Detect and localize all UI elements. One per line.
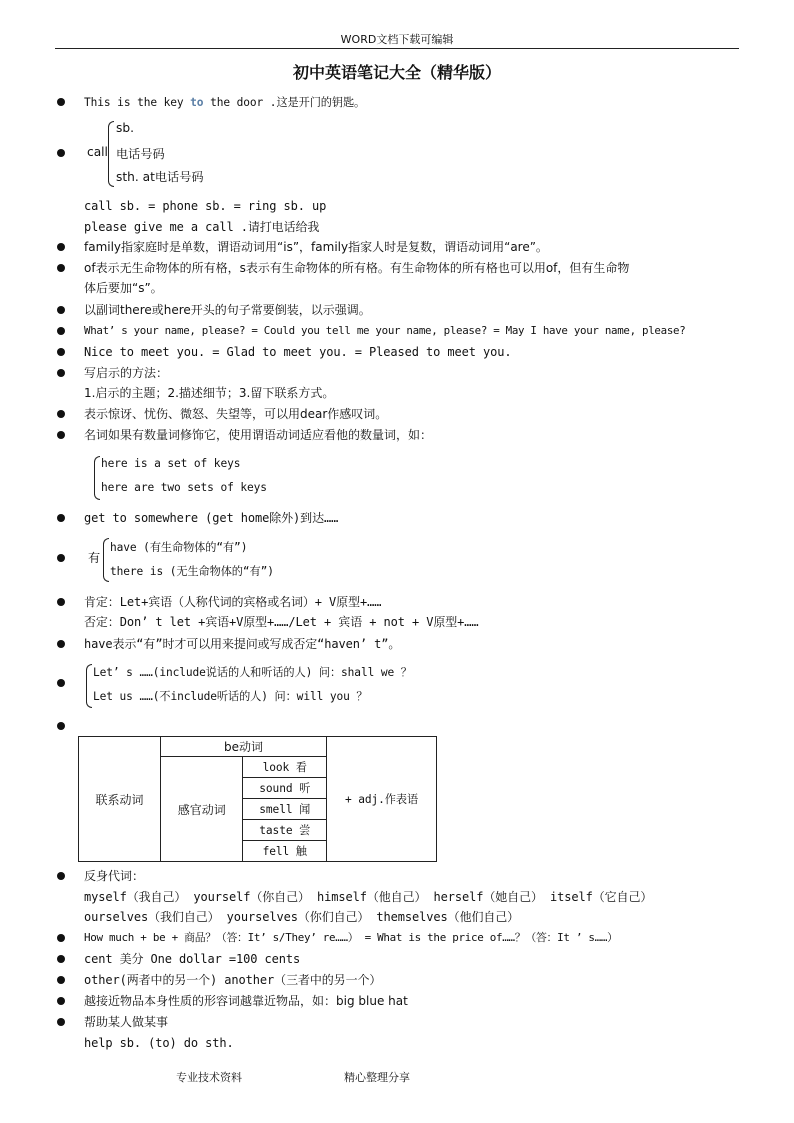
list-item-cont: 否定：Don’ t let +宾语+V原型+……/Let + 宾语 + not + V原型+…… bbox=[84, 615, 479, 629]
keys-example: here are two sets of keys bbox=[101, 481, 267, 494]
call-option: sth. at电话号码 bbox=[116, 170, 204, 184]
have-option: there is (无生命物体的“有”) bbox=[110, 565, 274, 578]
highlight-word: to bbox=[190, 96, 204, 109]
bullet bbox=[57, 640, 65, 648]
table-cell-verb: smell 闻 bbox=[243, 799, 327, 820]
table-cell-sense-verb: 感官动词 bbox=[161, 757, 243, 862]
list-item: What’ s your name, please? = Could you tell me your name, please? = May I have your name, please? bbox=[84, 324, 686, 337]
page-title: 初中英语笔记大全（精华版） bbox=[292, 63, 501, 82]
brace bbox=[86, 664, 92, 708]
call-option: sb. bbox=[116, 121, 134, 135]
list-item: of表示无生命物体的所有格，s表示有生命物体的所有格。有生命物体的所有格也可以用of，但有生命物 bbox=[84, 261, 630, 275]
bullet bbox=[57, 1018, 65, 1026]
have-option: have (有生命物体的“有”) bbox=[110, 541, 248, 554]
table-cell-verb: taste 尝 bbox=[243, 820, 327, 841]
list-item: get to somewhere (get home除外)到达…… bbox=[84, 511, 339, 525]
item-text: the door .这是开门的钥匙。 bbox=[203, 96, 366, 109]
table-cell-result: + adj.作表语 bbox=[327, 737, 437, 862]
brace bbox=[94, 456, 100, 500]
lets-option: Let’ s ……(include说话的人和听话的人) 问：shall we ？ bbox=[93, 666, 412, 679]
list-item bbox=[84, 93, 365, 112]
bullet bbox=[57, 98, 65, 106]
bullet bbox=[57, 410, 65, 418]
bullet bbox=[57, 149, 65, 157]
list-item: 写启示的方法： bbox=[84, 366, 169, 380]
list-item: 表示惊讶、忧伤、微怒、失望等，可以用dear作感叹词。 bbox=[84, 407, 388, 421]
table-cell-verb: look 看 bbox=[243, 757, 327, 778]
list-item: family指家庭时是单数，谓语动词用“is”，family指家人时是复数，谓语动词用“are”。 bbox=[84, 240, 548, 254]
list-item: have表示“有”时才可以用来提问或写成否定“haven’ t”。 bbox=[84, 637, 401, 651]
list-item: How much + be + 商品？（答：It’ s/They’ re……） = What is the price of……？（答：It ’ s……） bbox=[84, 931, 618, 944]
footer-left: 专业技术资料 bbox=[176, 1071, 242, 1084]
bullet bbox=[57, 369, 65, 377]
bullet bbox=[57, 679, 65, 687]
bullet bbox=[57, 872, 65, 880]
bullet bbox=[57, 243, 65, 251]
keys-example: here is a set of keys bbox=[101, 457, 241, 470]
call-equivalence: call sb. = phone sb. = ring sb. up bbox=[84, 199, 327, 213]
linking-verb-table bbox=[78, 736, 437, 862]
bullet bbox=[57, 997, 65, 1005]
call-word: call bbox=[87, 145, 108, 159]
brace bbox=[103, 538, 109, 582]
list-item: 肯定：Let+宾语（人称代词的宾格或名词）+ V原型+…… bbox=[84, 595, 382, 609]
call-option: 电话号码 bbox=[116, 147, 165, 161]
table-cell-be-verb: be动词 bbox=[161, 737, 327, 757]
list-item-cont: myself（我自己） yourself（你自己） himself（他自己） herself（她自己） itself（它自己） bbox=[84, 890, 653, 904]
bullet bbox=[57, 306, 65, 314]
bullet bbox=[57, 976, 65, 984]
call-example: please give me a call .请打电话给我 bbox=[84, 220, 320, 234]
list-item-cont: help sb. (to) do sth. bbox=[84, 1036, 234, 1050]
bullet bbox=[57, 598, 65, 606]
table-cell-verb: sound 听 bbox=[243, 778, 327, 799]
list-item: 以副词there或here开头的句子常要倒装，以示强调。 bbox=[84, 303, 371, 317]
list-item-cont: ourselves（我们自己） yourselves（你们自己） themselves（他们自己） bbox=[84, 910, 520, 924]
list-item: 名词如果有数量词修饰它，使用谓语动词适应看他的数量词，如： bbox=[84, 428, 433, 442]
page-header: WORD文档下载可编辑 bbox=[340, 33, 454, 46]
table-cell-verb: fell 触 bbox=[243, 841, 327, 862]
bullet bbox=[57, 431, 65, 439]
list-item: cent 美分 One dollar =100 cents bbox=[84, 952, 301, 966]
bullet bbox=[57, 348, 65, 356]
have-word: 有 bbox=[88, 551, 101, 565]
list-item: 帮助某人做某事 bbox=[84, 1015, 169, 1029]
list-item-cont: 1.启示的主题；2.描述细节；3.留下联系方式。 bbox=[84, 386, 335, 400]
header-rule bbox=[55, 48, 739, 49]
list-item: 反身代词： bbox=[84, 869, 145, 883]
list-item: other(两者中的另一个) another（三者中的另一个） bbox=[84, 973, 382, 987]
list-item-cont: 体后要加“s”。 bbox=[84, 281, 163, 295]
bullet bbox=[57, 554, 65, 562]
brace bbox=[108, 121, 114, 187]
bullet bbox=[57, 264, 65, 272]
footer-right: 精心整理分享 bbox=[344, 1071, 410, 1084]
table-cell-linking-verb: 联系动词 bbox=[79, 737, 161, 862]
bullet bbox=[57, 327, 65, 335]
item-text: This is the key bbox=[84, 96, 191, 109]
bullet bbox=[57, 955, 65, 963]
list-item: 越接近物品本身性质的形容词越靠近物品，如：big blue hat bbox=[84, 994, 408, 1008]
list-item: Nice to meet you. = Glad to meet you. = Pleased to meet you. bbox=[84, 345, 512, 359]
bullet bbox=[57, 722, 65, 730]
bullet bbox=[57, 514, 65, 522]
lets-option: Let us ……(不include听话的人) 问：will you ？ bbox=[93, 690, 368, 703]
bullet bbox=[57, 934, 65, 942]
